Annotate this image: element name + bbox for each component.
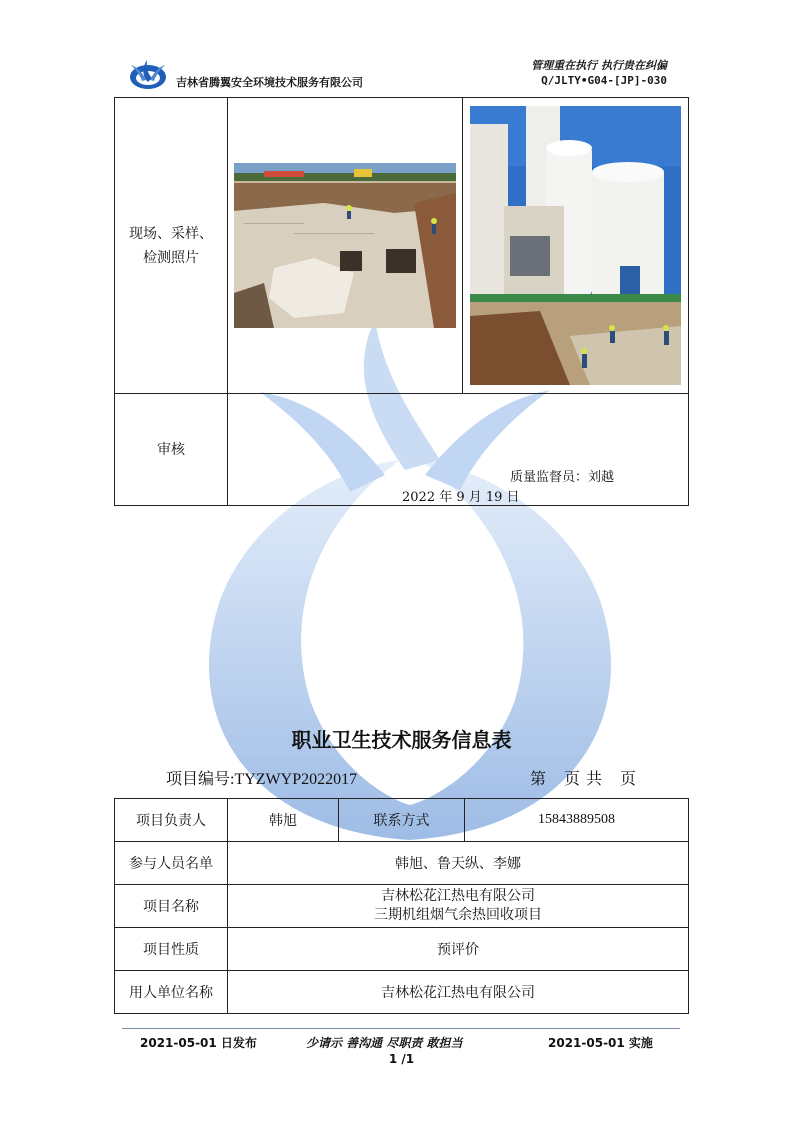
photos-label-line2: 检测照片 [143, 249, 199, 266]
document-code: Q/JLTY•G04-[JP]-030 [541, 74, 667, 87]
quality-supervisor: 质量监督员：刘越 [510, 470, 615, 485]
members-value: 韩旭、鲁天纵、李娜 [228, 842, 689, 885]
site-photo [234, 163, 456, 328]
photos-label-line1: 现场、采样、 [129, 225, 213, 242]
leader-label: 项目负责人 [115, 799, 228, 842]
info-table [114, 798, 689, 1014]
project-name-value [228, 885, 689, 928]
contact-value: 15843889508 [465, 799, 689, 842]
leader-value: 韩旭 [228, 799, 339, 842]
table-row [115, 928, 689, 971]
table-row [115, 971, 689, 1014]
footer-page-number: 1 /1 [388, 1052, 415, 1066]
header-motto: 管理重在执行 执行贵在纠偏 [531, 59, 667, 72]
review-date: 2022 年 9 月 19 日 [402, 490, 520, 505]
page-count: 第 页 共 页 [530, 771, 638, 788]
project-name-line1: 吉林松花江热电有限公司 [381, 888, 535, 904]
footer-divider [122, 1028, 680, 1029]
project-name-label: 项目名称 [115, 885, 228, 928]
table-row [115, 799, 689, 842]
footer-implement-date: 2021-05-01 实施 [548, 1036, 653, 1050]
project-nature-label: 项目性质 [115, 928, 228, 971]
employer-label: 用人单位名称 [115, 971, 228, 1014]
plant-photo [470, 106, 681, 385]
info-sheet-title: 职业卫生技术服务信息表 [291, 728, 512, 752]
company-logo [128, 56, 168, 92]
company-name: 吉林省腾翼安全环境技术服务有限公司 [176, 76, 363, 89]
review-label: 审核 [157, 441, 185, 458]
review-label-cell [115, 394, 228, 506]
project-name-line2: 三期机组烟气余热回收项目 [374, 907, 542, 923]
contact-label: 联系方式 [339, 799, 465, 842]
review-content-cell [228, 394, 689, 506]
photos-label-cell [115, 98, 228, 394]
members-label: 参与人员名单 [115, 842, 228, 885]
footer-release-date: 2021-05-01 日发布 [140, 1036, 257, 1050]
employer-value: 吉林松花江热电有限公司 [228, 971, 689, 1014]
project-nature-value: 预评价 [228, 928, 689, 971]
table-row [115, 842, 689, 885]
project-code: 项目编号:TYZWYP2022017 [166, 771, 358, 788]
table-row [115, 885, 689, 928]
footer-motto: 少请示 善沟通 尽职责 敢担当 [306, 1036, 463, 1050]
